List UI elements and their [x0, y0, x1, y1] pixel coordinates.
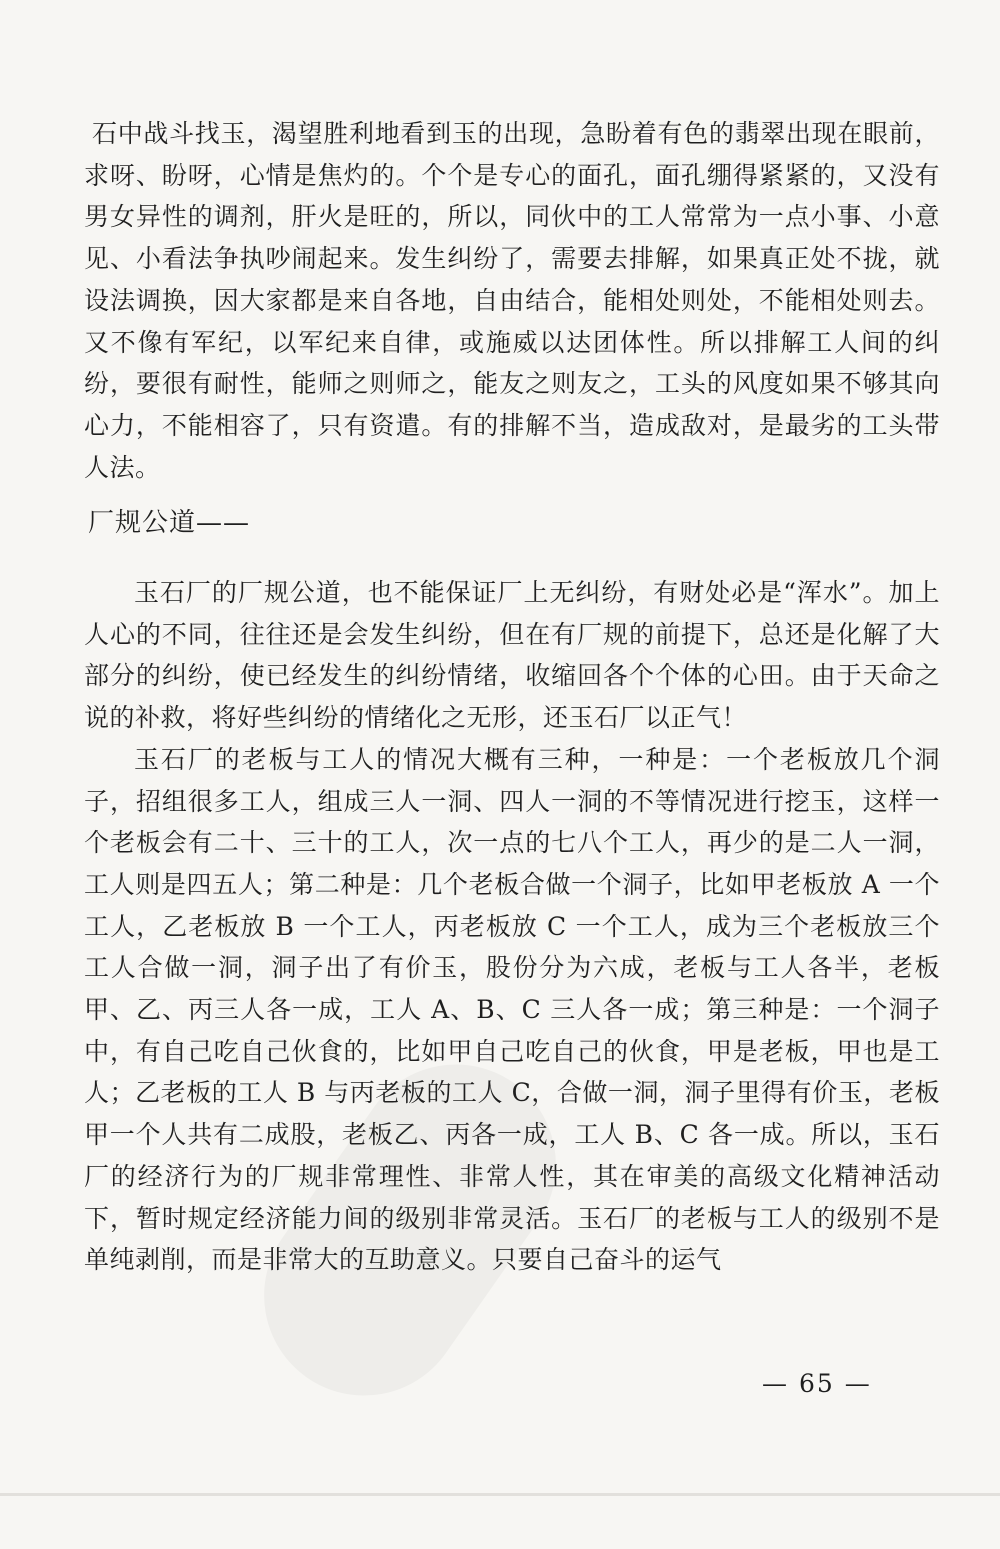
- paragraph-1: 玉石厂的厂规公道，也不能保证厂上无纠纷，有财处必是“浑水”。加上人心的不同，往往还是会发生纠纷，但在有厂规的前提下，总还是化解了大部分的纠纷，使已经发生的纠纷情绪，收缩回各个个体的心田。由于天命之说的补救，将好些纠纷的情绪化之无形，还玉石厂以正气！: [84, 578, 940, 733]
- section-body: [84, 572, 940, 1281]
- paragraph-text: 石中战斗找玉，渴望胜利地看到玉的出现，急盼着有色的翡翠出现在眼前，求呀、盼呀，心情是焦灼的。个个是专心的面孔，面孔绷得紧紧的，又没有男女异性的调剂，肝火是旺的，所以，同伙中的工人常常为一点小事、小意见、小看法争执吵闹起来。发生纠纷了，需要去排解，如果真正处不拢，就设法调换，因大家都是来自各地，自由结合，能相处则处，不能相处则去。又不像有军纪，以军纪来自律，或施威以达团体性。所以排解工人间的纠纷，要很有耐性，能师之则师之，能友之则友之，工头的风度如果不够其向心力，不能相容了，只有资遣。有的排解不当，造成敌对，是最劣的工头带人法。: [84, 119, 940, 482]
- section-heading: 厂规公道——: [88, 508, 251, 538]
- paragraph-2: 玉石厂的老板与工人的情况大概有三种，一种是：一个老板放几个洞子，招组很多工人，组成三人一洞、四人一洞的不等情况进行挖玉，这样一个老板会有二十、三十的工人，次一点的七八个工人，再少的是二人一洞，工人则是四五人；第二种是：几个老板合做一个洞子，比如甲老板放 A 一个工人，乙老板放 B 一个工人，丙老板放 C 一个工人，成为三个老板放三个工人合做一洞，洞子出了有价玉，股份分为六成，老板与工人各半，老板甲、乙、丙三人各一成，工人 A、B、C 三人各一成；第三种是：一个洞子中，有自己吃自己伙食的，比如甲自己吃自己的伙食，甲是老板，甲也是工人；乙老板的工人 B 与丙老板的工人 C，合做一洞，洞子里得有价玉，老板甲一个人共有二成股，老板乙、丙各一成，工人 B、C 各一成。所以，玉石厂的经济行为的厂规非常理性、非常人性，其在审美的高级文化精神活动下，暂时规定经济能力间的级别非常灵活。玉石厂的老板与工人的级别不是单纯剥削，而是非常大的互助意义。只要自己奋斗的运气: [84, 744, 940, 1275]
- page-number: — 65 —: [762, 1369, 872, 1398]
- continued-paragraph: [84, 113, 940, 488]
- scan-edge-divider: [0, 1493, 1000, 1496]
